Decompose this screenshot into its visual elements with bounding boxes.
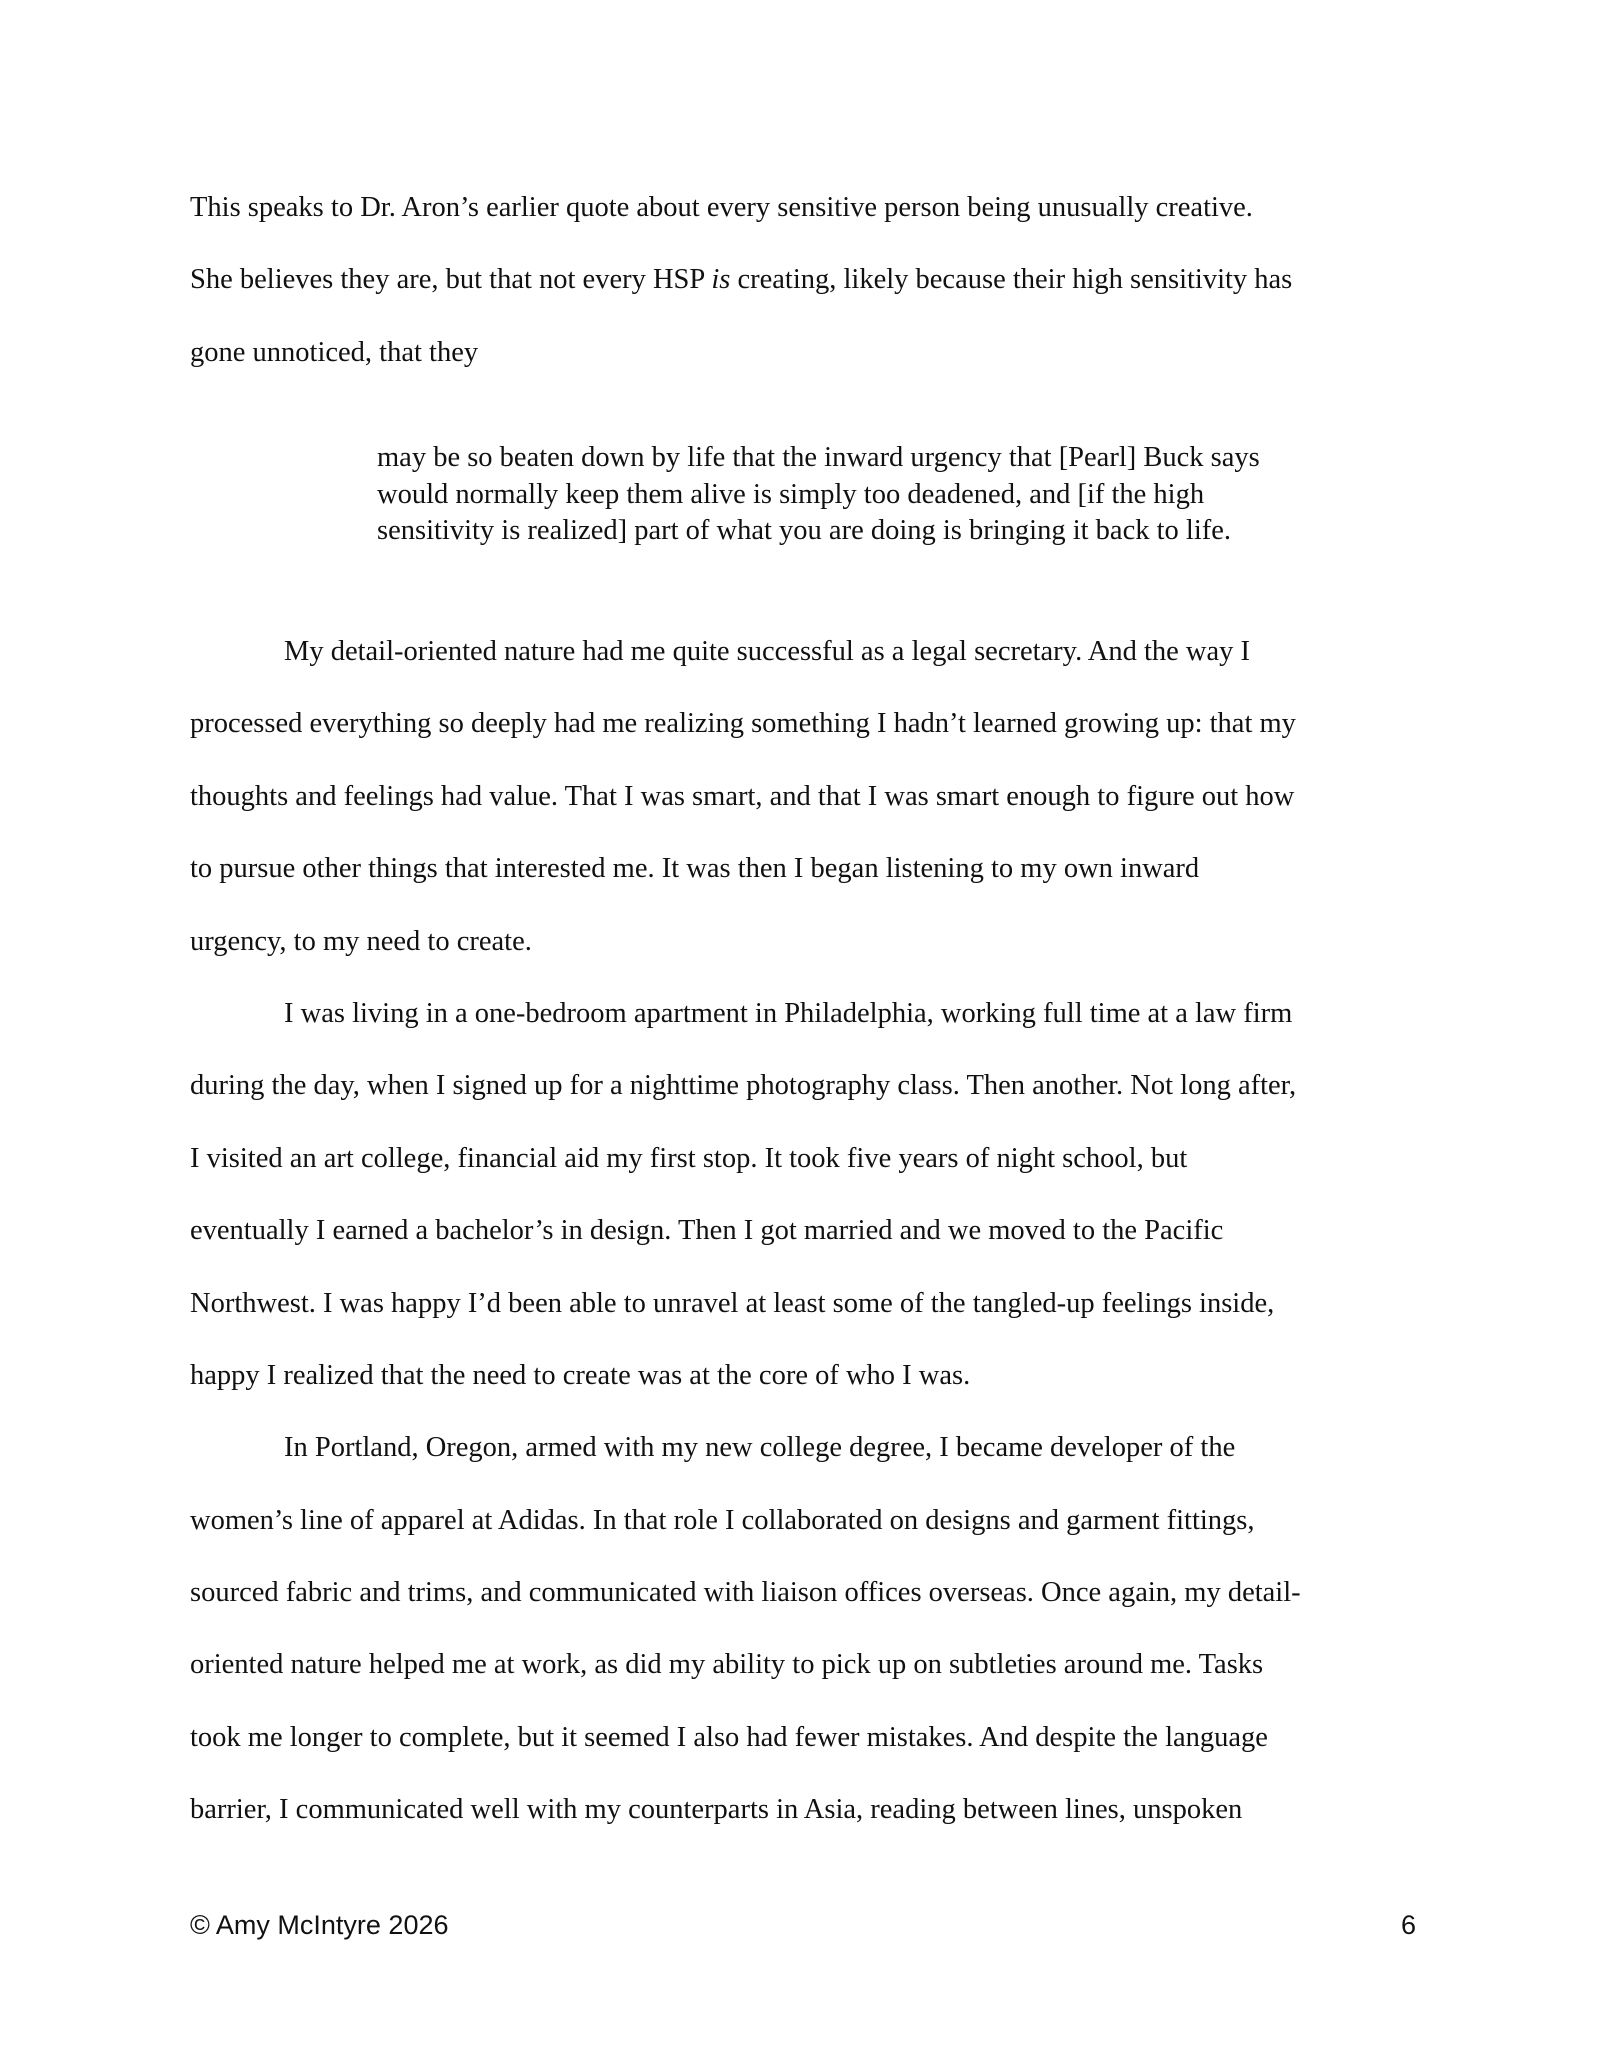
text-line: to pursue other things that interested me. It was then I began listening to my own inward <box>190 853 1200 885</box>
quote-line: sensitivity is realized] part of what you are doing is bringing it back to life. <box>377 515 1231 546</box>
text-line: happy I realized that the need to create was at the core of who I was. <box>190 1359 971 1391</box>
text-line: sourced fabric and trims, and communicated with liaison offices overseas. Once again, my detail- <box>190 1577 1301 1609</box>
text-span: She believes they are, but that not every HSP <box>190 264 712 296</box>
text-line: processed everything so deeply had me realizing something I hadn’t learned growing up: that my <box>190 708 1296 740</box>
quote-line: would normally keep them alive is simply too deadened, and [if the high <box>377 478 1205 510</box>
text-line: My detail-oriented nature had me quite successful as a legal secretary. And the way I <box>284 636 1250 667</box>
text-line: took me longer to complete, but it seemed I also had fewer mistakes. And despite the language <box>190 1721 1268 1753</box>
text-line: gone unnoticed, that they <box>190 336 479 368</box>
text-line: I was living in a one-bedroom apartment in Philadelphia, working full time at a law firm <box>284 997 1293 1029</box>
opening-paragraph <box>190 172 1422 389</box>
text-line: women’s line of apparel at Adidas. In that role I collaborated on designs and garment fittings, <box>190 1504 1255 1536</box>
emphasis-text: is <box>711 264 731 296</box>
text-line: thoughts and feelings had value. That I was smart, and that I was smart enough to figure out how <box>190 780 1295 812</box>
block-quote <box>377 440 1377 550</box>
text-line: This speaks to Dr. Aron’s earlier quote about every sensitive person being unusually creative. <box>190 192 1253 223</box>
footer-copyright: © Amy McIntyre 2026 <box>190 1910 449 1940</box>
body-paragraphs <box>190 616 1422 1847</box>
text-line: barrier, I communicated well with my counterparts in Asia, reading between lines, unspoken <box>190 1794 1243 1826</box>
text-line: eventually I earned a bachelor’s in design. Then I got married and we moved to the Pacific <box>190 1215 1224 1247</box>
text-line: In Portland, Oregon, armed with my new college degree, I became developer of the <box>284 1432 1236 1464</box>
quote-line: may be so beaten down by life that the inward urgency that [Pearl] Buck says <box>377 442 1260 473</box>
page-number: 6 <box>1400 1910 1416 1940</box>
text-span: creating, likely because their high sensitivity has <box>730 264 1293 296</box>
text-line: urgency, to my need to create. <box>190 925 532 957</box>
text-line: during the day, when I signed up for a nighttime photography class. Then another. Not long after, <box>190 1070 1297 1102</box>
text-line: Northwest. I was happy I’d been able to unravel at least some of the tangled-up feelings inside, <box>190 1287 1275 1319</box>
text-line <box>190 244 1422 316</box>
text-line: oriented nature helped me at work, as did my ability to pick up on subtleties around me. Tasks <box>190 1649 1264 1681</box>
text-line: I visited an art college, financial aid my first stop. It took five years of night school, but <box>190 1142 1188 1174</box>
